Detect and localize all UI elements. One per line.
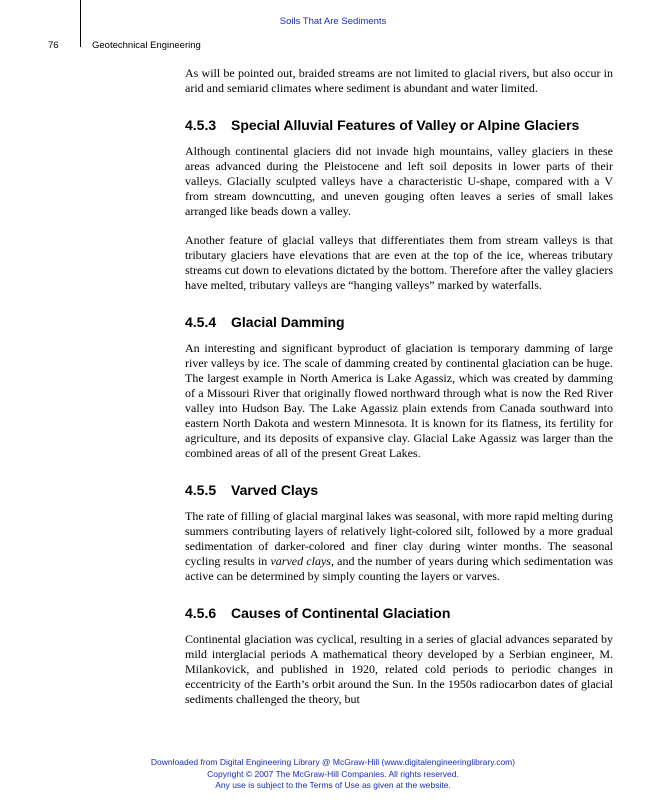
emphasized-term: varved clays	[270, 554, 331, 568]
section-heading-4-5-3	[185, 117, 613, 134]
section-number: 4.5.6	[185, 605, 217, 621]
section-title: Special Alluvial Features of Valley or Alpine Glaciers	[231, 117, 580, 133]
section-number: 4.5.4	[185, 314, 217, 330]
section-number: 4.5.3	[185, 117, 217, 133]
section-title: Varved Clays	[231, 482, 319, 498]
paragraph-text: , and the number of years during which sedimentation was active can be determined by simply counting the layers or varves.	[185, 554, 614, 583]
body-paragraph: Although continental glaciers did not invade high mountains, valley glaciers in these areas advanced during the Pleistocene and left soil deposits in lower parts of their valleys. Glacially sculpted valleys have a characteristic U-shape, compared with a V from stream downcutting, and uneven gouging often leaves a series of small lakes arranged like beads down a valley.	[185, 144, 613, 218]
footer-download-link[interactable]: Downloaded from Digital Engineering Library @ McGraw-Hill (www.digitalengineeringlibrary.com)	[150, 757, 516, 767]
section-heading-4-5-4	[185, 314, 613, 331]
section-number: 4.5.5	[185, 482, 217, 498]
paragraph-text: The rate of filling of glacial marginal lakes was seasonal, with more rapid melting during summers contributing layers of relatively light-colored silt, followed by a more gradual sedimentation of darker-colored and finer clay during winter months. The seasonal cycling results in	[185, 509, 613, 568]
chapter-title-link[interactable]: Soils That Are Sediments	[279, 16, 387, 27]
body-paragraph: An interesting and significant byproduct of glaciation is temporary damming of large river valleys by ice. The scale of damming created by continental glaciation can be huge. The largest example in North America is Lake Agassiz, which was created by damming of a Missouri River that originally flowed northward through what is now the Red River valley into Hudson Bay. The Lake Agassiz plain extends from Canada southward into eastern North Dakota and western Minnesota. It is known for its flatness, its fertility for agriculture, and its deposits of expansive clay. Glacial Lake Agassiz was larger than the combined areas of all of the present Great Lakes.	[185, 341, 613, 460]
body-paragraph	[185, 509, 613, 584]
page-body	[185, 66, 613, 707]
section-title: Glacial Damming	[231, 314, 345, 330]
body-paragraph: Continental glaciation was cyclical, resulting in a series of glacial advances separated by mild interglacial periods A mathematical theory developed by a Serbian engineer, M. Milankovick, and published in 1920, related cold periods to periodic changes in eccentricity of the Earth’s orbit around the Sun. In the 1950s radiocarbon dates of glacial sediments challenged the theory, but	[185, 632, 613, 706]
footer	[0, 757, 666, 792]
running-head: Geotechnical Engineering	[92, 40, 201, 51]
section-title: Causes of Continental Glaciation	[231, 605, 451, 621]
section-heading-4-5-5	[185, 482, 613, 499]
body-paragraph: Another feature of glacial valleys that differentiates them from stream valleys is that tributary glaciers have elevations that are even at the top of the ice, whereas tributary streams cut down to elevations dictated by the bottom. Therefore after the valley glaciers have melted, tributary valleys are “hanging valleys” marked by waterfalls.	[185, 233, 613, 292]
page-number: 76	[48, 40, 59, 51]
footer-terms-link[interactable]: Any use is subject to the Terms of Use as given at the website.	[215, 780, 451, 790]
intro-paragraph: As will be pointed out, braided streams are not limited to glacial rivers, but also occur in arid and semiarid climates where sediment is abundant and water limited.	[185, 66, 613, 95]
footer-copyright-link[interactable]: Copyright © 2007 The McGraw-Hill Companies. All rights reserved.	[207, 768, 459, 779]
section-heading-4-5-6	[185, 605, 613, 622]
